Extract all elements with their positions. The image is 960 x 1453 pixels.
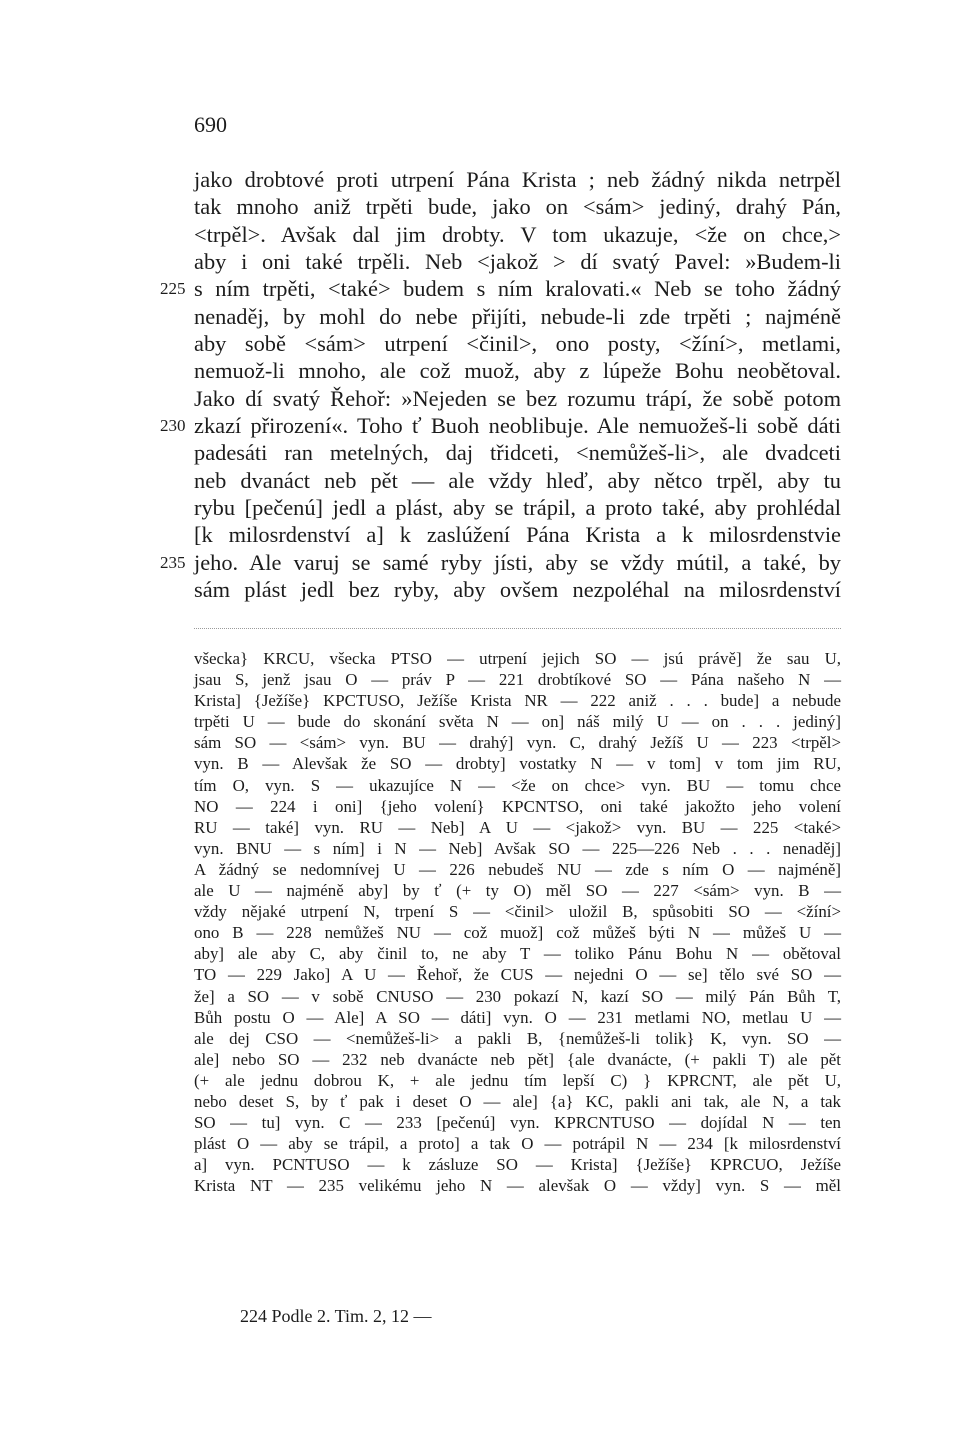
note-line: RU — také] vyn. RU — Neb] A U — <jakož> vyn. BU — 225 <také>	[194, 817, 841, 837]
note-line: sám SO — <sám> vyn. BU — drahý] vyn. C, drahý Ježíš U — 223 <trpěl>	[194, 733, 841, 753]
note-line: vždy nějaké utrpení N, trpení S — <činil> uložil B, spůsobiti SO — <žíní>	[194, 902, 841, 922]
critical-apparatus	[194, 648, 841, 1196]
text-line-content: Jako dí svatý Řehoř: »Nejeden se bez rozumu trápí, že sobě potom	[194, 385, 841, 411]
text-line	[160, 412, 841, 439]
note-line: Krista NT — 235 velikému jeho N — alevšak O — vždy] vyn. S — měl	[194, 1176, 841, 1196]
line-number: 235	[160, 552, 186, 572]
text-line	[194, 467, 841, 494]
text-line-content: tak mnoho aniž trpěti bude, jako on <sám> jediný, drahý Pán,	[194, 194, 841, 220]
text-line	[194, 221, 841, 248]
line-number: 225	[160, 279, 186, 299]
text-line-content: sám plást jedl bez ryby, aby ovšem nezpoléhal na milosrdenství	[194, 577, 841, 603]
note-line: TO — 229 Jako] A U — Řehoř, že CUS — nejedni O — se] tělo své SO —	[194, 965, 841, 985]
note-line: všecka} KRCU, všecka PTSO — utrpení jejich SO — jsú právě] že sau U,	[194, 649, 841, 668]
note-line: vyn. B — Alevšak že SO — drobty] vostatky N — v tom] v tom jim RU,	[194, 754, 841, 774]
text-line-content: nemuož-li mnoho, ale což muož, aby z lúpeže Bohu neobětoval.	[194, 358, 841, 384]
note-line: A žádný se nedomnívej U — 226 nebudeš NU — zde s ním O — najméně]	[194, 859, 841, 879]
note-line: Bůh postu O — Ale] A SO — dáti] vyn. O — 231 metlami NO, metlau U —	[194, 1007, 841, 1027]
note-line: SO — tu] vyn. C — 233 [pečenú] vyn. KPRCNTUSO — dojídal N — ten	[194, 1113, 841, 1133]
text-line	[194, 521, 841, 548]
note-line: ale] nebo SO — 232 neb dvanácte neb pět] {ale dvanácte, (+ pakli T) ale pět	[194, 1049, 841, 1069]
footnote-separator	[194, 628, 841, 629]
text-line	[194, 303, 841, 330]
text-line-content: padesáti ran metelných, daj třidceti, <nemůžeš-li>, ale dvadceti	[194, 440, 841, 466]
text-line	[160, 275, 841, 302]
text-line-content: jako drobtové proti utrpení Pána Krista ; neb žádný nikda netrpěl	[194, 167, 841, 192]
note-line: NO — 224 i oni] {jeho volení} KPCNTSO, oni také jakožto jeho volení	[194, 796, 841, 816]
note-line: ono B — 228 nemůžeš NU — což muož] což můžeš býti N — můžeš U —	[194, 923, 841, 943]
text-line-content: jeho. Ale varuj se samé ryby jísti, aby se vždy mútil, a také, by	[194, 549, 841, 575]
text-line	[194, 193, 841, 220]
text-line-content: neb dvanáct neb pět — ale vždy hleď, aby nětco trpěl, aby tu	[194, 467, 841, 493]
note-line: aby] ale aby C, aby činil to, ne aby T — toliko Pánu Bohu N — obětoval	[194, 944, 841, 964]
note-line: vyn. BNU — s ním] i N — Neb] Avšak SO — 225—226 Neb . . . nenaděj]	[194, 838, 841, 858]
text-line	[194, 357, 841, 384]
text-line-content: s ním trpěti, <také> budem s ním kralovati.« Neb se toho žádný	[194, 276, 841, 302]
note-line: plást O — aby se trápil, a proto] a tak O — potrápil N — 234 [k milosrdenství	[194, 1134, 841, 1154]
note-line: a] vyn. PCNTUSO — k zásluze SO — Krista] {Ježíše} KPRCUO, Ježíše	[194, 1155, 841, 1175]
note-line: (+ ale jednu dobrou K, + ale jednu tím lepší C) } KPRCNT, ale pět U,	[194, 1070, 841, 1090]
note-line: trpěti U — bude do skonání světa N — on] náš milý U — on . . . jediný]	[194, 712, 841, 732]
text-line	[194, 248, 841, 275]
text-line	[194, 385, 841, 412]
text-line-content: aby sobě <sám> utrpení <činil>, ono posty, <žíní>, metlami,	[194, 331, 841, 357]
text-line	[194, 439, 841, 466]
note-line: nebo deset S, by ť pak i deset O — ale] {a} KC, pakli ani tak, ale N, a tak	[194, 1091, 841, 1111]
note-line: tím O, vyn. S — ukazujíce N — <že on chce> vyn. BU — tomu chce	[194, 775, 841, 795]
note-line: ale U — najméně aby] by ť (+ ty O) měl SO — 227 <sám> vyn. B —	[194, 881, 841, 901]
text-line-content: rybu [pečenú] jedl a plást, aby se trápil, a proto také, aby prohlédal	[194, 495, 841, 521]
page-number: 690	[194, 112, 227, 137]
text-line-content: <trpěl>. Avšak dal jim drobty. V tom ukazuje, <že on chce,>	[194, 221, 841, 247]
note-line: ale dej CSO — <nemůžeš-li> a pakli B, {nemůžeš-li tolik} K, vyn. SO —	[194, 1028, 841, 1048]
line-number: 230	[160, 416, 186, 436]
note-line: jsau S, jenž jsau O — práv P — 221 drobtíkové SO — Pána našeho N —	[194, 670, 841, 690]
text-line	[194, 494, 841, 521]
text-line	[194, 576, 841, 603]
text-line-content: zkazí přirození«. Toho ť Buoh neoblibuje. Ale nemuožeš-li sobě dáti	[194, 413, 841, 439]
text-line-content: [k milosrdenství a] k zaslúžení Pána Krista a k milosrdenstvie	[194, 522, 841, 548]
main-text	[160, 166, 841, 604]
footnote-reference: 224 Podle 2. Tim. 2, 12 —	[240, 1306, 432, 1326]
note-line: Krista] {Ježíše} KPCTUSO, Ježíše Krista NR — 222 aniž . . . bude] a nebude	[194, 691, 841, 711]
note-line: že] a SO — v sobě CNUSO — 230 pokazí N, kazí SO — milý Pán Bůh T,	[194, 986, 841, 1006]
text-line-content: aby i oni také trpěli. Neb <jakož > dí svatý Pavel: »Budem-li	[194, 249, 841, 275]
text-line-content: nenaděj, by mohl do nebe přijíti, nebude-li zde trpěti ; najméně	[194, 303, 841, 329]
text-line	[160, 549, 841, 576]
text-line	[194, 166, 841, 193]
text-line	[194, 330, 841, 357]
